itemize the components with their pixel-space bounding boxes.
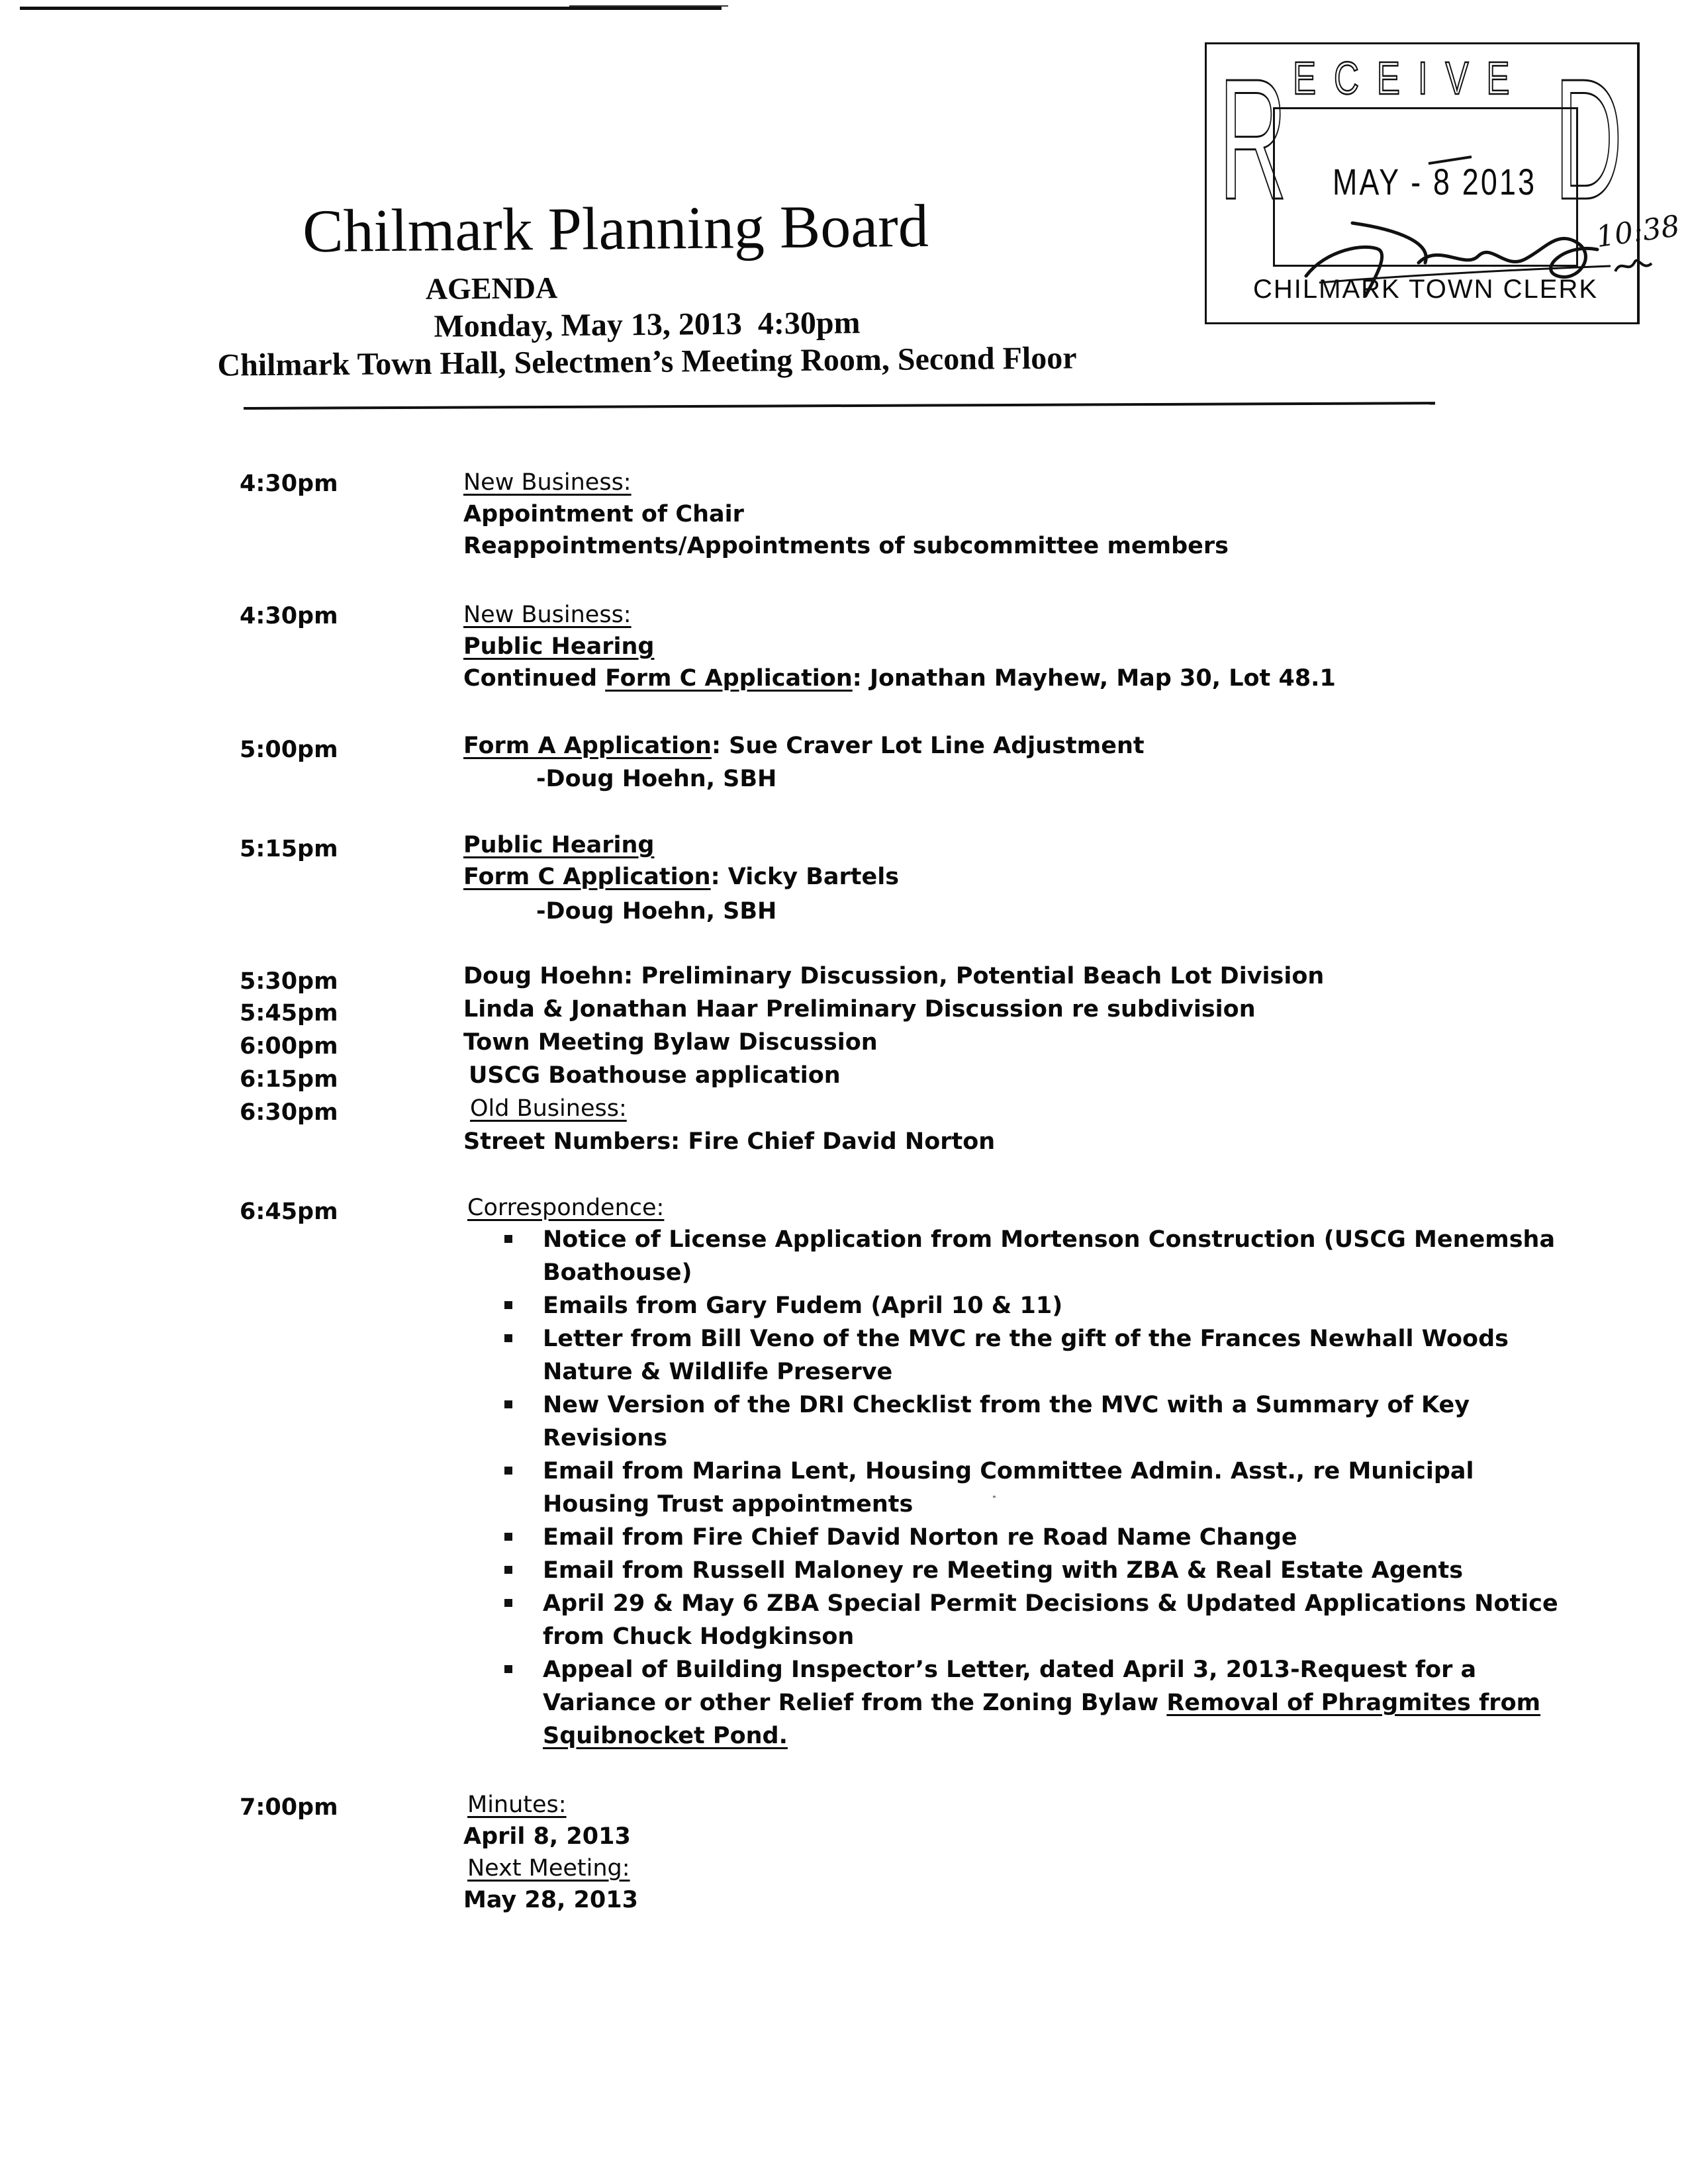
meeting-time: 4:30pm xyxy=(757,305,861,341)
svg-text:10:38: 10:38 xyxy=(1593,208,1682,255)
application-detail: : Jonathan Mayhew, Map 30, Lot 48.1 xyxy=(852,665,1336,692)
correspondence-item: Email from Fire Chief David Norton re Road Name Change xyxy=(543,1524,1297,1551)
correspondence-item-continued: from Chuck Hodgkinson xyxy=(543,1623,855,1650)
public-hearing-label: Public Hearing xyxy=(463,832,655,858)
agenda-line xyxy=(463,662,1336,695)
meeting-date: Monday, May 13, 2013 xyxy=(434,306,743,344)
agenda-line: Doug Hoehn: Preliminary Discussion, Potential Beach Lot Division xyxy=(463,963,1325,989)
correspondence-item-continued: Revisions xyxy=(543,1425,668,1451)
section-heading-new-business: New Business: xyxy=(463,469,632,496)
form-c-application-label: Form C Application xyxy=(463,864,711,890)
correspondence-item: Email from Russell Maloney re Meeting with ZBA & Real Estate Agents xyxy=(543,1557,1464,1584)
correspondence-item-continued: Nature & Wildlife Preserve xyxy=(543,1359,893,1385)
agenda-line: Linda & Jonathan Haar Preliminary Discussion re subdivision xyxy=(463,996,1256,1023)
agenda-line: Reappointments/Appointments of subcommittee members xyxy=(463,533,1229,559)
scan-speck xyxy=(993,1496,996,1498)
agenda-line xyxy=(463,729,1145,762)
application-detail: : Vicky Bartels xyxy=(710,864,900,890)
stamp-clerk-label: CHILMARK TOWN CLERK xyxy=(1253,275,1599,304)
agenda-time: 6:15pm xyxy=(240,1066,338,1093)
agenda-time: 6:45pm xyxy=(240,1199,338,1225)
correspondence-item: Email from Marina Lent, Housing Committee Admin. Asst., re Municipal xyxy=(543,1458,1474,1484)
bullet-marker xyxy=(504,1235,512,1243)
agenda-line: Town Meeting Bylaw Discussion xyxy=(463,1029,878,1056)
correspondence-item: Letter from Bill Veno of the MVC re the gift of the Frances Newhall Woods xyxy=(543,1326,1509,1352)
correspondence-item: New Version of the DRI Checklist from the MVC with a Summary of Key xyxy=(543,1392,1470,1418)
section-heading-next-meeting: Next Meeting: xyxy=(467,1855,630,1882)
agenda-time: 5:15pm xyxy=(240,836,338,862)
agenda-subline: -Doug Hoehn, SBH xyxy=(536,766,777,792)
agenda-line: Appointment of Chair xyxy=(463,501,744,527)
correspondence-item: Emails from Gary Fudem (April 10 & 11) xyxy=(543,1293,1063,1319)
bullet-marker xyxy=(504,1599,512,1607)
bullet-marker xyxy=(504,1533,512,1541)
board-title: Chilmark Planning Board xyxy=(302,191,929,265)
agenda-time: 6:30pm xyxy=(240,1099,338,1126)
agenda-time: 5:30pm xyxy=(240,968,338,995)
appeal-text: Variance or other Relief from the Zoning Bylaw xyxy=(543,1690,1167,1716)
correspondence-item-continued xyxy=(543,1686,1540,1719)
correspondence-item: Notice of License Application from Mortenson Construction (USCG Menemsha xyxy=(543,1226,1556,1253)
correspondence-item: Appeal of Building Inspector’s Letter, dated April 3, 2013-Request for a xyxy=(543,1657,1477,1683)
next-meeting-date: May 28, 2013 xyxy=(463,1887,638,1913)
stamp-letter-d: D xyxy=(1554,44,1623,236)
agenda-subline: -Doug Hoehn, SBH xyxy=(536,898,777,925)
correspondence-item-continued: Housing Trust appointments xyxy=(543,1491,914,1518)
agenda-time: 7:00pm xyxy=(240,1794,338,1821)
stamp-letter-r: R xyxy=(1219,44,1288,236)
stamp-received-word: ECEIVE xyxy=(1293,52,1528,104)
bullet-marker xyxy=(504,1400,512,1408)
agenda-time: 4:30pm xyxy=(240,603,338,629)
correspondence-item: April 29 & May 6 ZBA Special Permit Decisions & Updated Applications Notice xyxy=(543,1590,1558,1617)
agenda-time: 5:45pm xyxy=(240,1000,338,1026)
minutes-date: April 8, 2013 xyxy=(463,1823,631,1850)
bullet-marker xyxy=(504,1301,512,1309)
form-a-application-label: Form A Application xyxy=(463,733,712,759)
agenda-time: 6:00pm xyxy=(240,1033,338,1060)
section-heading-old-business: Old Business: xyxy=(470,1095,627,1122)
section-heading-correspondence: Correspondence: xyxy=(467,1195,665,1221)
appeal-subject-continued: Squibnocket Pond. xyxy=(543,1723,788,1749)
continued-prefix: Continued xyxy=(463,665,606,692)
application-detail: : Sue Craver Lot Line Adjustment xyxy=(711,733,1145,759)
bullet-marker xyxy=(504,1467,512,1475)
bullet-marker xyxy=(504,1566,512,1574)
agenda-time: 5:00pm xyxy=(240,737,338,763)
bullet-marker xyxy=(504,1334,512,1342)
section-heading-new-business: New Business: xyxy=(463,602,632,628)
correspondence-item-continued: Boathouse) xyxy=(543,1259,692,1286)
bullet-marker xyxy=(504,1665,512,1673)
form-c-application-label: Form C Application xyxy=(605,665,853,692)
stamp-date: MAY - 8 2013 xyxy=(1333,161,1537,203)
public-hearing-label: Public Hearing xyxy=(463,633,655,660)
agenda-line xyxy=(463,860,899,893)
agenda-line: Street Numbers: Fire Chief David Norton xyxy=(463,1128,996,1155)
agenda-heading: AGENDA xyxy=(425,271,558,306)
agenda-line: USCG Boathouse application xyxy=(469,1062,841,1089)
section-heading-minutes: Minutes: xyxy=(467,1792,567,1818)
agenda-time: 4:30pm xyxy=(240,471,338,497)
meeting-location: Chilmark Town Hall, Selectmen’s Meeting Room, Second Floor xyxy=(217,340,1077,383)
appeal-subject: Removal of Phragmites from xyxy=(1166,1690,1541,1716)
